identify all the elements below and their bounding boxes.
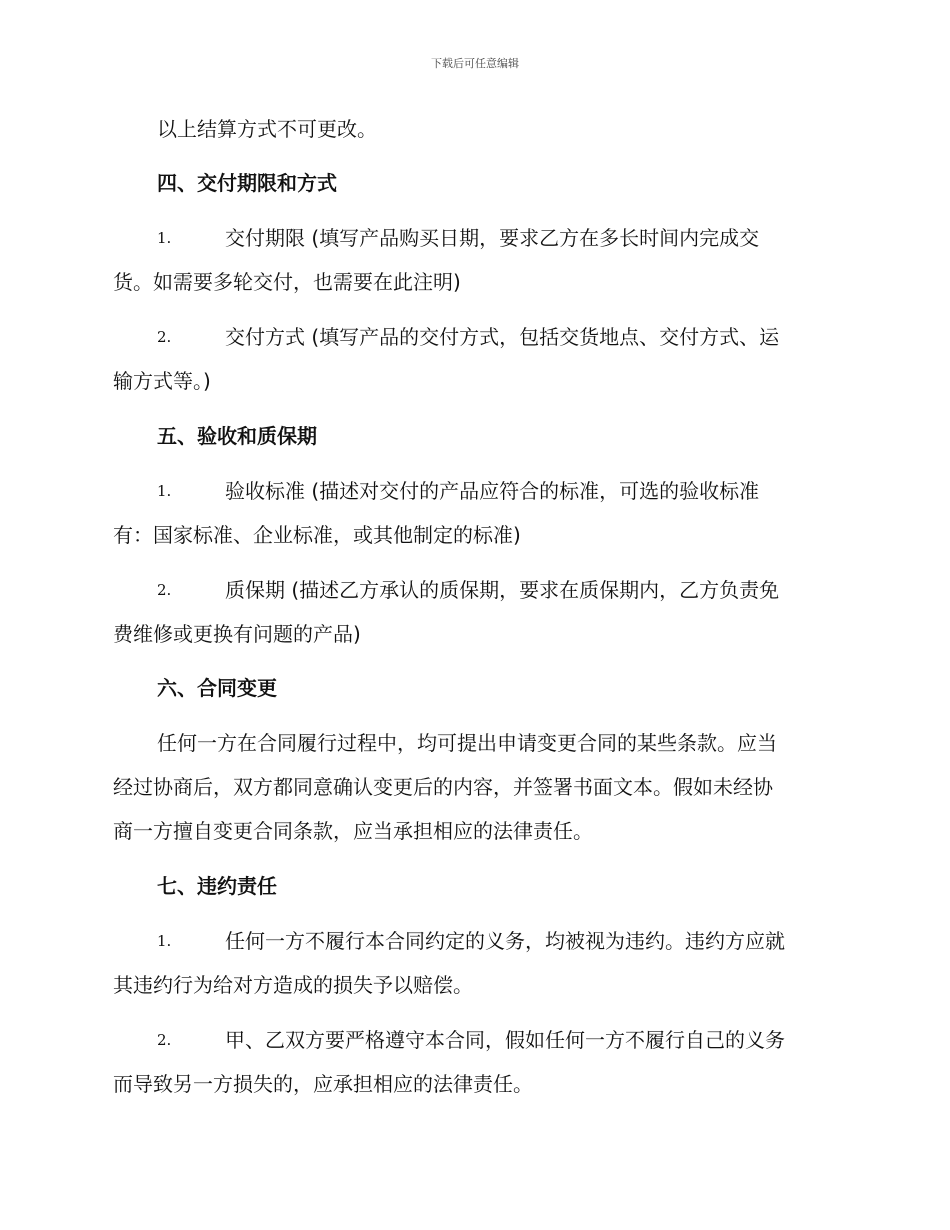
contract-change-paragraph: 任何一方在合同履行过程中，均可提出申请变更合同的某些条款。应当 <box>157 731 777 755</box>
delivery-method-text-cont: 输方式等。) <box>113 369 211 393</box>
settlement-note: 以上结算方式不可更改。 <box>157 117 377 141</box>
compliance-text-cont: 而导致另一方损失的，应承担相应的法律责任。 <box>113 1072 533 1096</box>
contract-change-paragraph-cont: 商一方擅自变更合同条款，应当承担相应的法律责任。 <box>113 819 593 843</box>
section-heading-delivery: 四、交付期限和方式 <box>157 171 337 195</box>
item-number: 2. <box>157 1031 172 1049</box>
compliance-text: 甲、乙双方要严格遵守本合同，假如任何一方不履行自己的义务 <box>225 1028 785 1052</box>
acceptance-standard-text: 验收标准 (描述对交付的产品应符合的标准，可选的验收标准 <box>225 479 760 503</box>
section-heading-acceptance: 五、验收和质保期 <box>157 424 317 448</box>
acceptance-standard-text-cont: 有：国家标准、企业标准，或其他制定的标准) <box>113 523 521 547</box>
delivery-method-text: 交付方式 (填写产品的交付方式，包括交货地点、交付方式、运 <box>225 325 780 349</box>
breach-text-cont: 其违约行为给对方造成的损失予以赔偿。 <box>113 973 473 997</box>
item-number: 1. <box>157 229 172 247</box>
page-header: 下载后可任意编辑 <box>431 57 519 70</box>
delivery-deadline-text-cont: 货。如需要多轮交付，也需要在此注明) <box>113 270 461 294</box>
section-heading-liability: 七、违约责任 <box>157 874 277 898</box>
section-heading-contract-change: 六、合同变更 <box>157 676 277 700</box>
warranty-text: 质保期 (描述乙方承认的质保期，要求在质保期内，乙方负责免 <box>225 578 780 602</box>
item-number: 1. <box>157 482 172 500</box>
item-number: 2. <box>157 581 172 599</box>
delivery-deadline-text: 交付期限 (填写产品购买日期，要求乙方在多长时间内完成交 <box>225 226 760 250</box>
breach-text: 任何一方不履行本合同约定的义务，均被视为违约。违约方应就 <box>225 929 785 953</box>
item-number: 1. <box>157 932 172 950</box>
contract-change-paragraph-cont: 经过协商后，双方都同意确认变更后的内容，并签署书面文本。假如未经协 <box>113 775 773 799</box>
warranty-text-cont: 费维修或更换有问题的产品) <box>113 622 361 646</box>
item-number: 2. <box>157 328 172 346</box>
